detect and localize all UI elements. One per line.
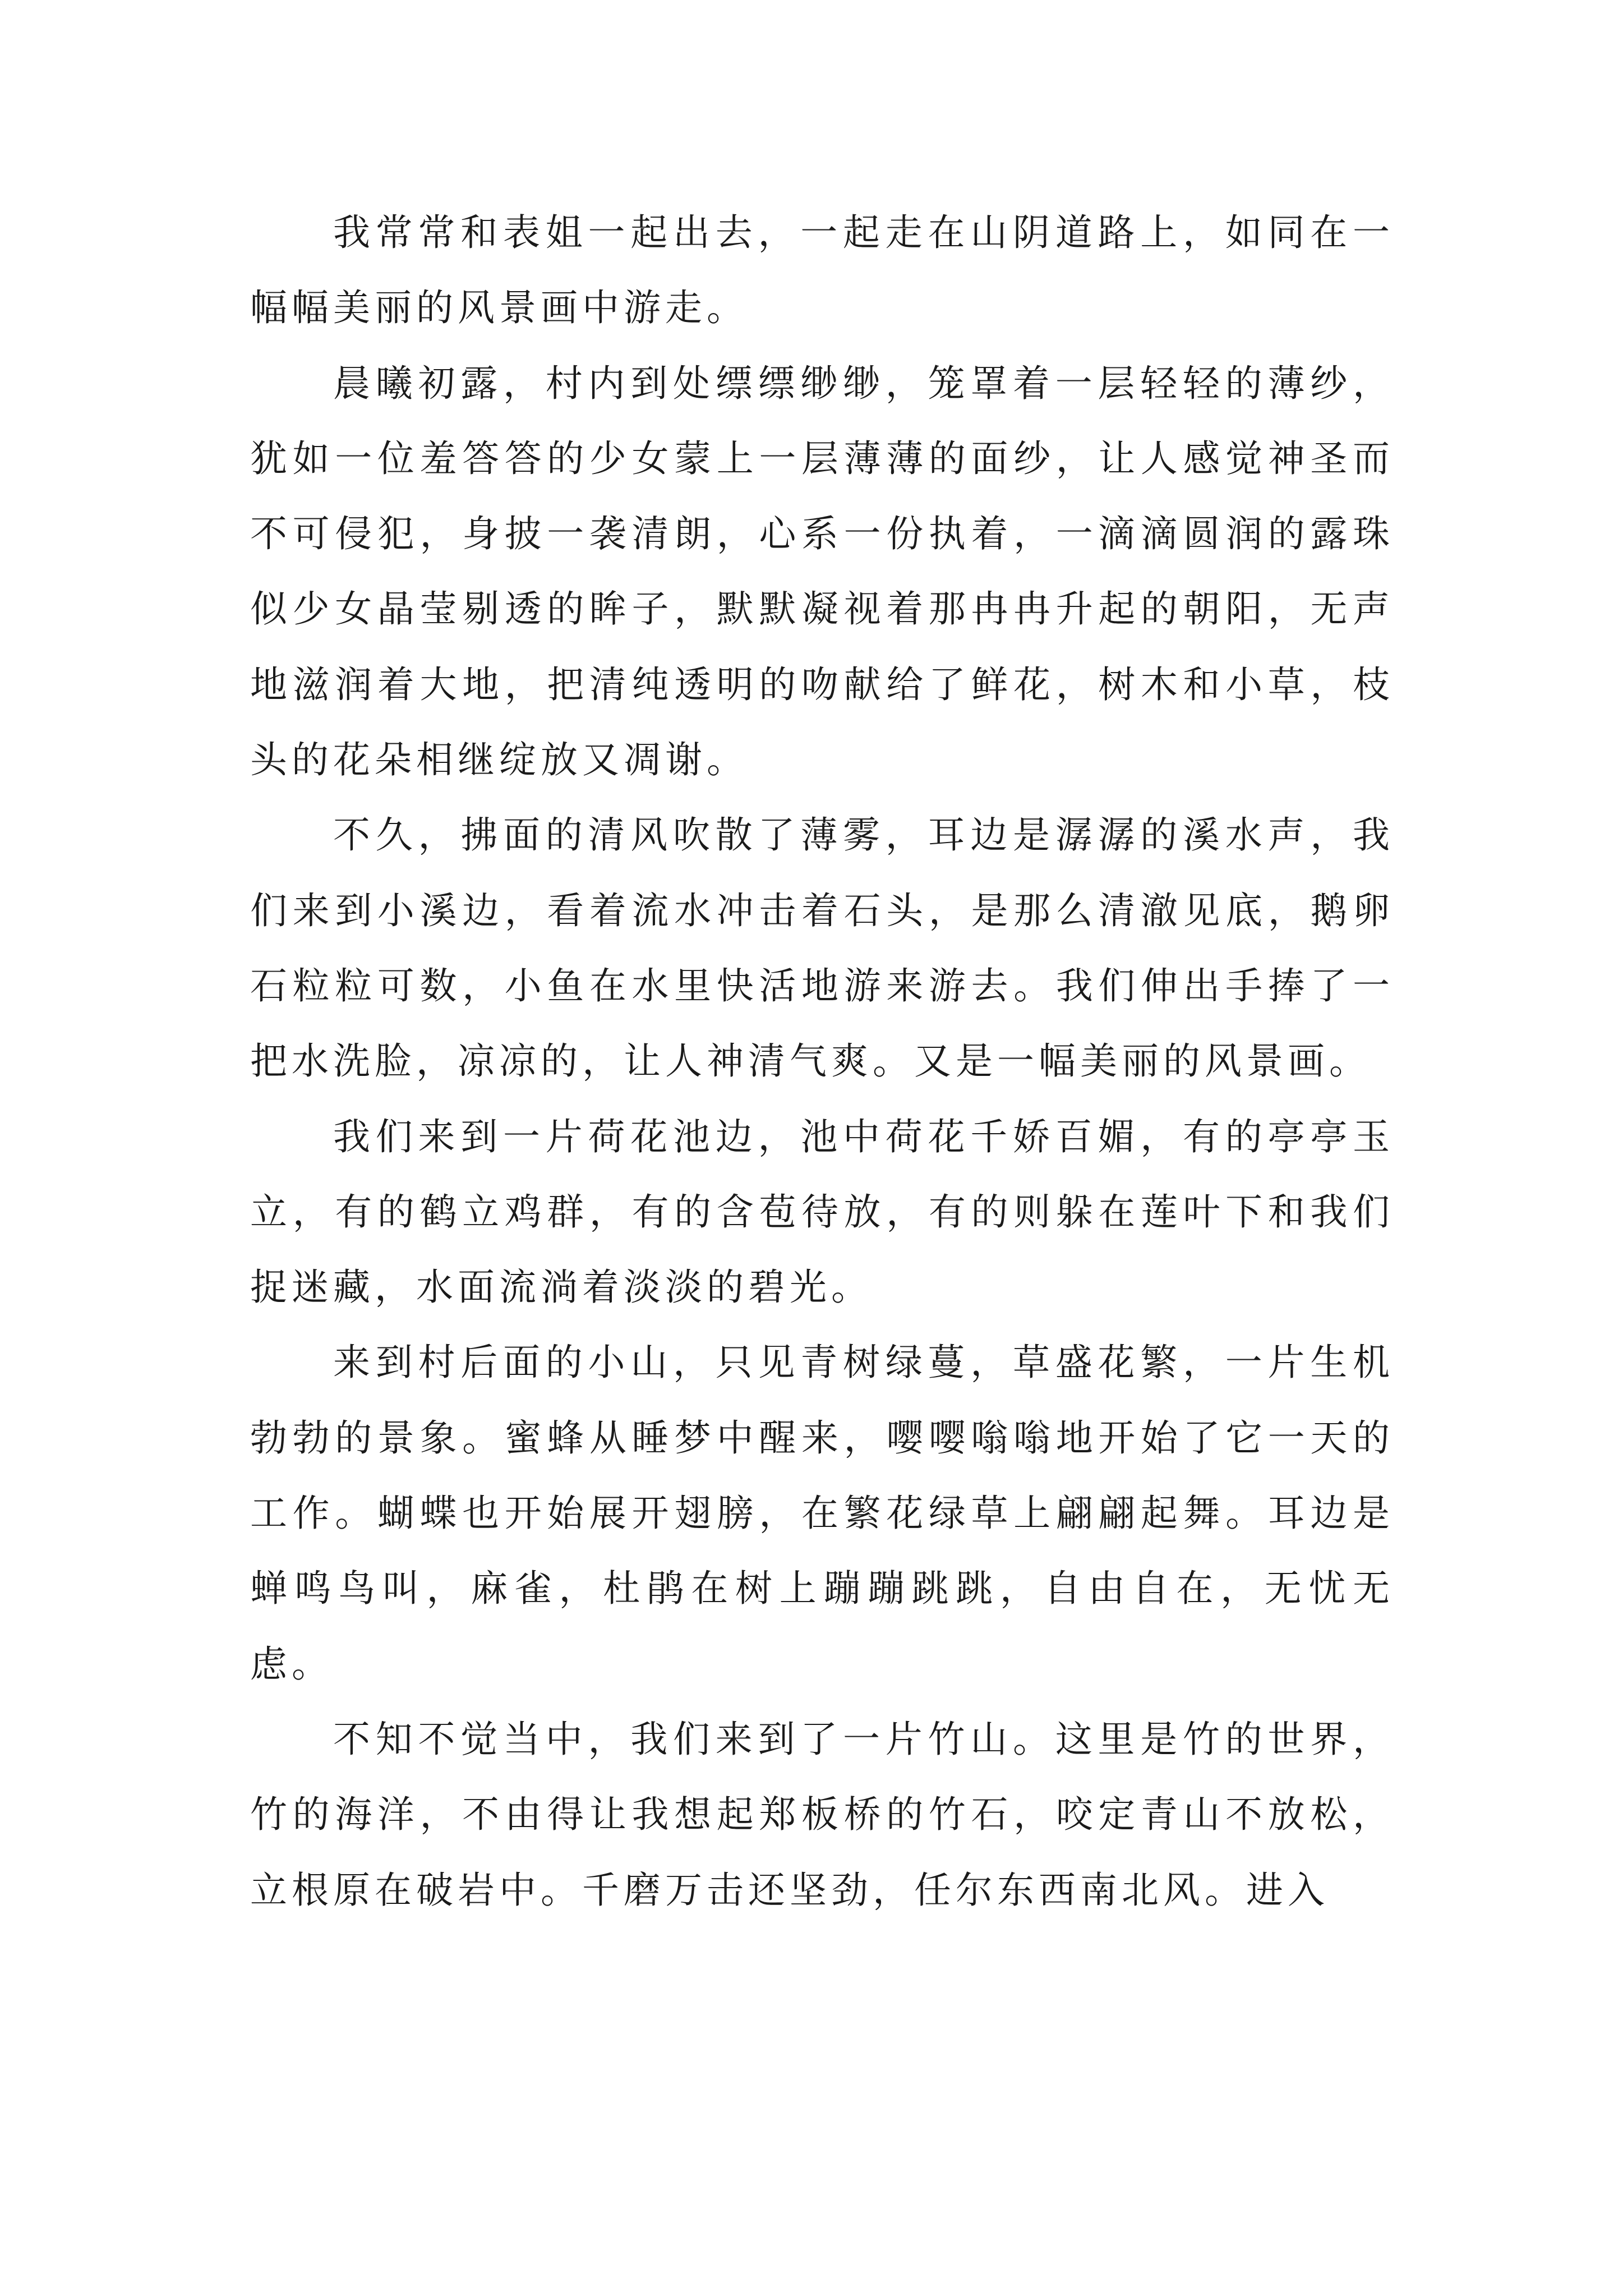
paragraph: 我常常和表姐一起出去，一起走在山阴道路上，如同在一幅幅美丽的风景画中游走。 <box>250 211 1394 330</box>
paragraph: 来到村后面的小山，只见青树绿蔓，草盛花繁，一片生机勃勃的景象。蜜蜂从睡梦中醒来，嘤嘤嗡嗡地开始了它一天的工作。蝴蝶也开始展开翅膀，在繁花绿草上翩翩起舞。耳边是蝉鸣鸟叫，麻雀，杜鹃在树上蹦蹦跳跳，自由自在，无忧无虑。 <box>250 1341 1394 1686</box>
paragraph: 不久，拂面的清风吹散了薄雾，耳边是潺潺的溪水声，我们来到小溪边，看着流水冲击着石头，是那么清澈见底，鹅卵石粒粒可数，小鱼在水里快活地游来游去。我们伸出手捧了一把水洗脸，凉凉的，让人神清气爽。又是一幅美丽的风景画。 <box>250 813 1394 1083</box>
paragraph: 我们来到一片荷花池边，池中荷花千娇百媚，有的亭亭玉立，有的鹤立鸡群，有的含苞待放，有的则躲在莲叶下和我们捉迷藏，水面流淌着淡淡的碧光。 <box>250 1115 1394 1309</box>
paragraph: 不知不觉当中，我们来到了一片竹山。这里是竹的世界，竹的海洋，不由得让我想起郑板桥的竹石，咬定青山不放松，立根原在破岩中。千磨万击还坚劲，任尔东西南北风。进入 <box>250 1717 1394 1912</box>
document-body <box>250 195 1394 1928</box>
paragraph: 晨曦初露，村内到处缥缥缈缈，笼罩着一层轻轻的薄纱，犹如一位羞答答的少女蒙上一层薄薄的面纱，让人感觉神圣而不可侵犯，身披一袭清朗，心系一份执着，一滴滴圆润的露珠似少女晶莹剔透的眸子，默默凝视着那冉冉升起的朝阳，无声地滋润着大地，把清纯透明的吻献给了鲜花，树木和小草，枝头的花朵相继绽放又凋谢。 <box>250 361 1394 782</box>
